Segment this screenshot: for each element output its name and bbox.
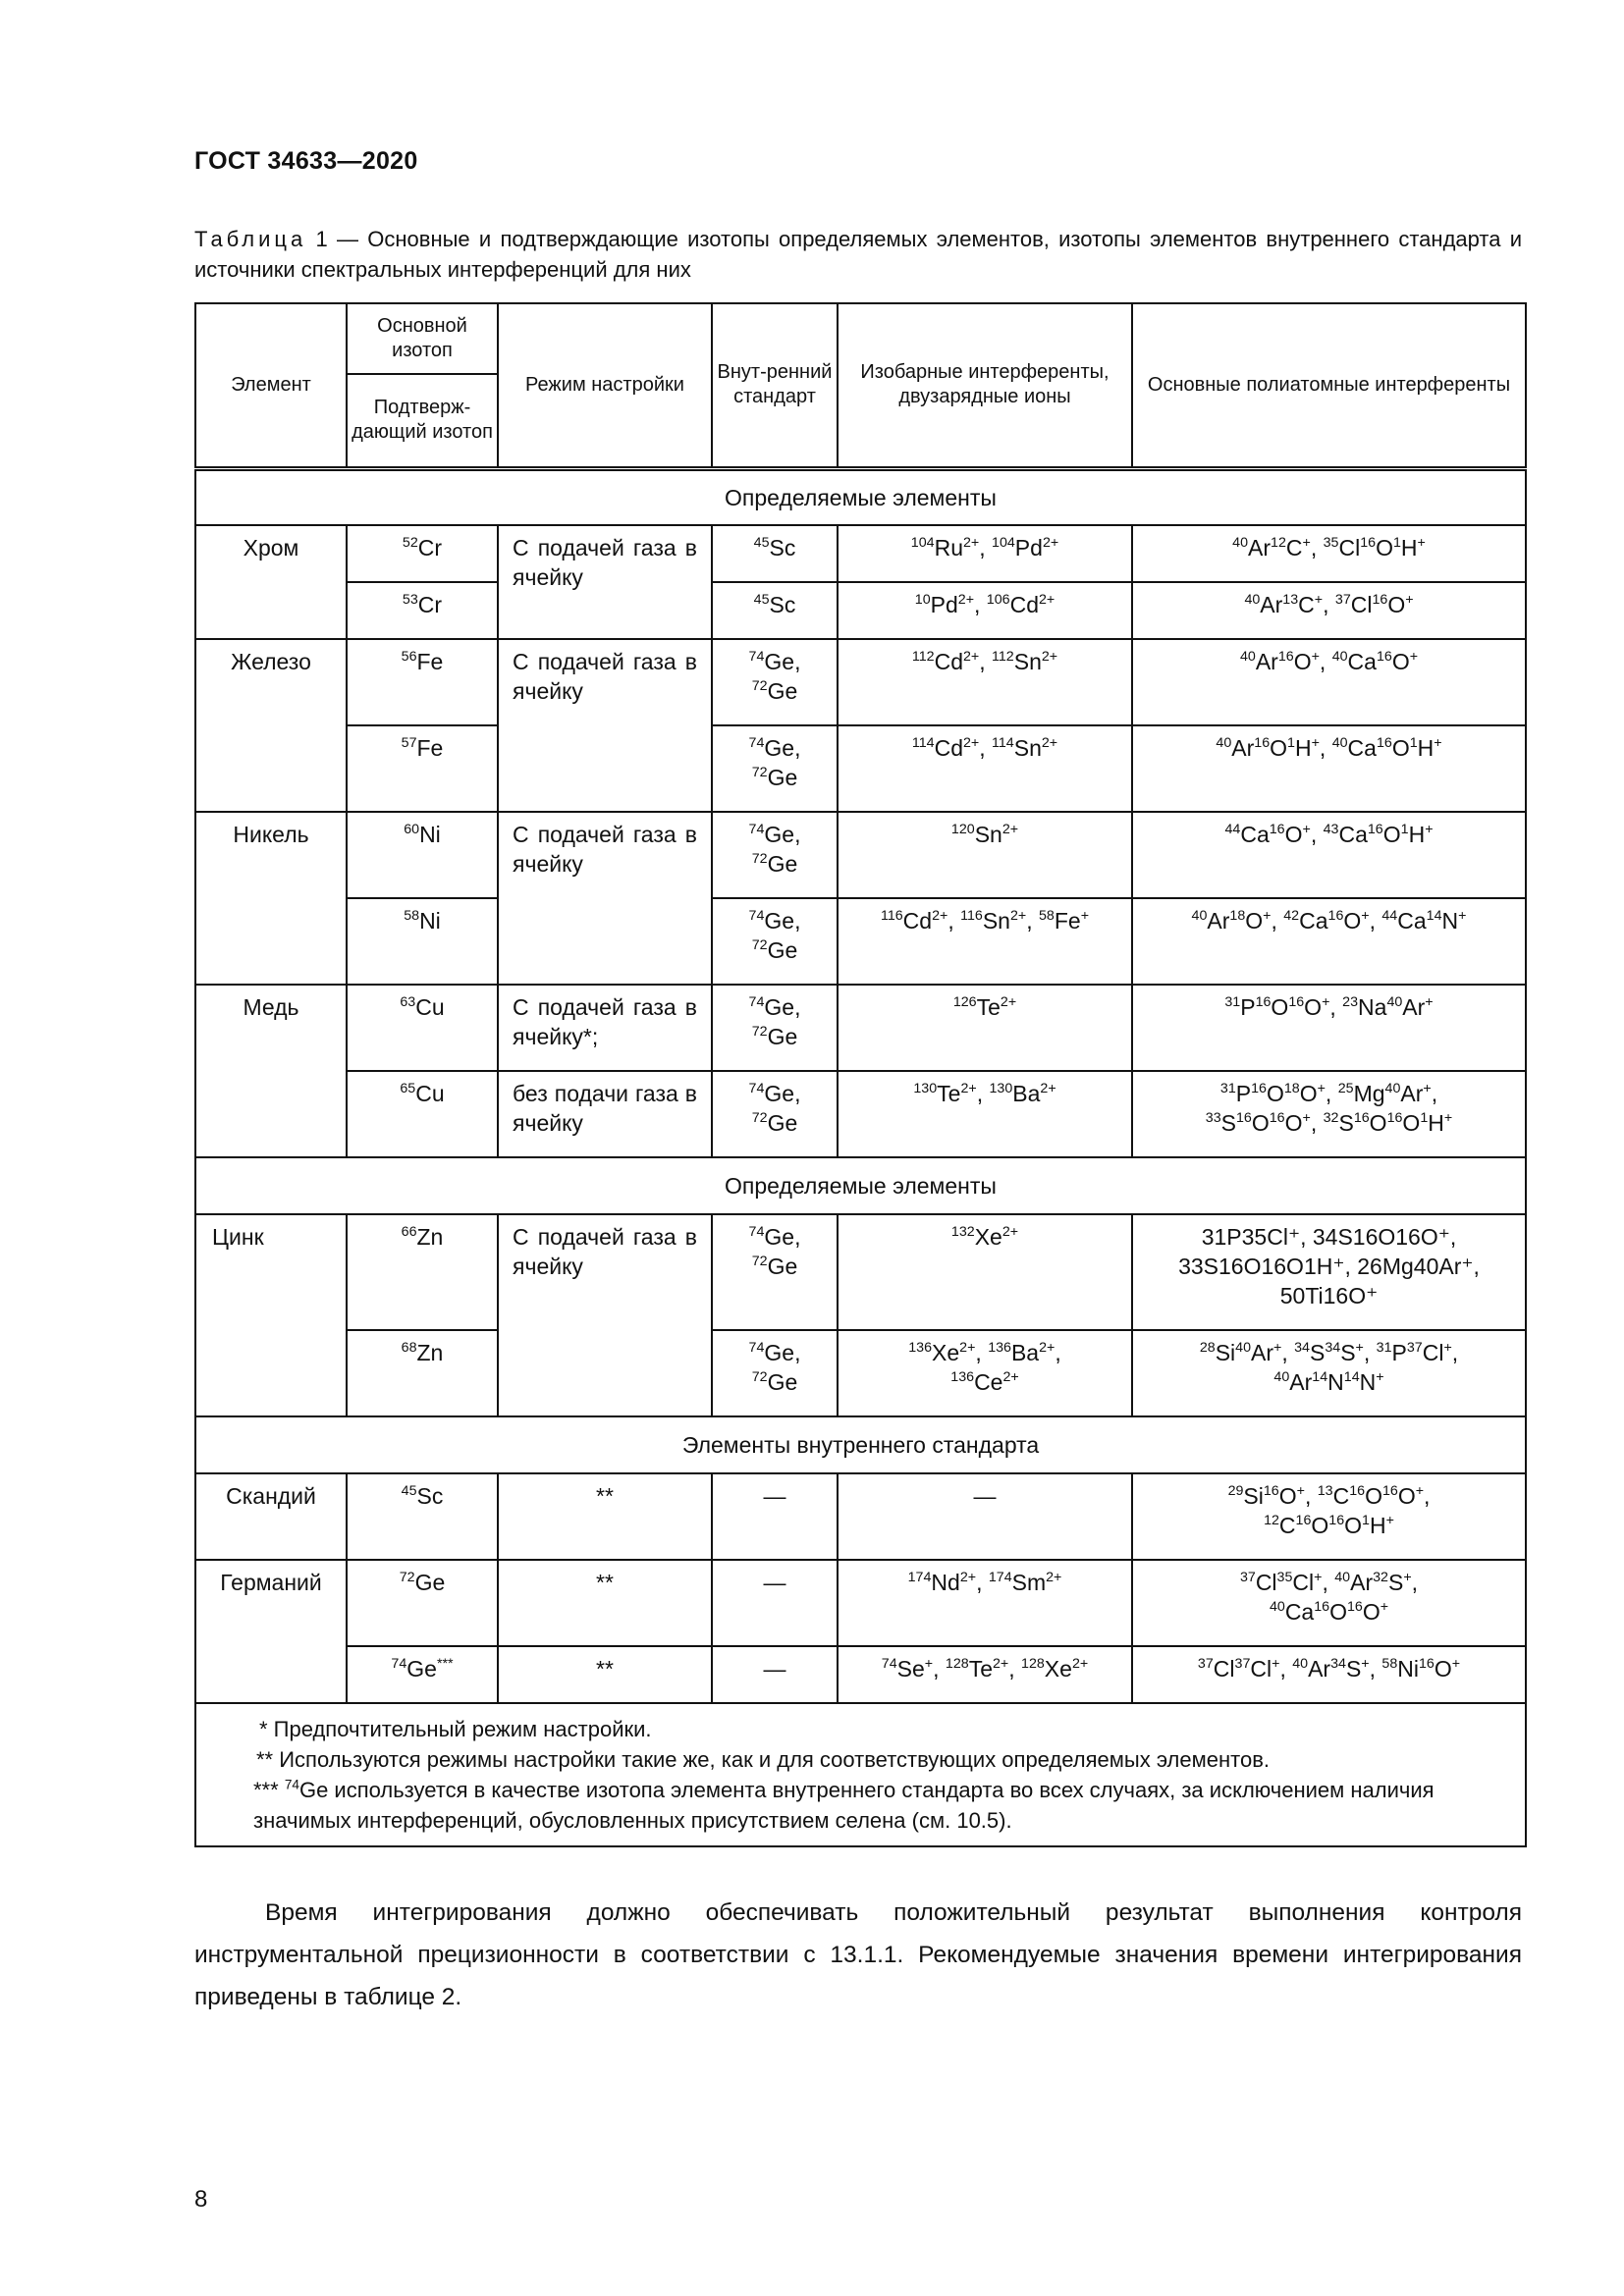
isotope-cell: $^{53}$Cr	[347, 582, 498, 639]
standard-cell: $^{45}$Sc	[712, 582, 838, 639]
element-name: Скандий	[195, 1473, 347, 1560]
standard-cell: $^{74}$Ge, $^{72}$Ge	[712, 812, 838, 898]
table-row	[195, 1560, 1526, 1646]
polyatomic-cell: $^{29}$Si$^{16}$O+, $^{13}C^{16}O^{16}O^+$, $^{12}C^{16}O^{16}O^1H^+$	[1132, 1473, 1526, 1560]
isotope-cell: $^{52}$Cr	[347, 525, 498, 582]
standard-cell: $^{74}$Ge, $^{72}$Ge	[712, 1330, 838, 1416]
mode-cell: **	[498, 1646, 712, 1703]
mode-cell: С подачей газа в ячейку*;	[498, 985, 712, 1071]
isobaric-cell: $^{104}Ru^{2+}$, $^{104}Pd^{2+}$	[838, 525, 1132, 582]
isotope-cell: $^{63}$Cu	[347, 985, 498, 1071]
section-title: Определяемые элементы	[195, 468, 1526, 525]
isotope-cell: $^{57}$Fe	[347, 725, 498, 812]
isobaric-cell: $^{136}Xe^{2+}$, $^{136}Ba^{2+}$, $^{136}Ce^{2+}$	[838, 1330, 1132, 1416]
isobaric-cell: $^{126}Te^{2+}$	[838, 985, 1132, 1071]
header-mode: Режим настройки	[498, 303, 712, 468]
standard-cell: $^{74}$Ge, $^{72}$Ge	[712, 985, 838, 1071]
element-name: Никель	[195, 812, 347, 985]
table-row	[195, 1071, 1526, 1157]
note-3: *** $^{74}$Ge используется в качестве изотопа элемента внутреннего стандарта во всех случаях, за исключением наличия значимых интерференций, обусловленных присутствием селена (см. 10.5).	[253, 1777, 1435, 1833]
element-name: Хром	[195, 525, 347, 639]
isotope-cell: $^{56}$Fe	[347, 639, 498, 725]
isobaric-cell: $^{74}$Se+, $^{128}Te^{2+}$, $^{128}Xe^{2+}$	[838, 1646, 1132, 1703]
standard-cell: —	[712, 1473, 838, 1560]
isobaric-cell: $^{114}Cd^{2+}$, $^{114}Sn^{2+}$	[838, 725, 1132, 812]
isotope-cell: $^{60}$Ni	[347, 812, 498, 898]
header-confirm-isotope: Подтверж-дающий изотоп	[347, 374, 498, 468]
mode-cell: **	[498, 1473, 712, 1560]
polyatomic-cell: $^{40}$Ar$^{13}$C+, $^{37}$Cl$^{16}$O+	[1132, 582, 1526, 639]
mode-cell: без подачи газа в ячейку	[498, 1071, 712, 1157]
header-element: Элемент	[195, 303, 347, 468]
polyatomic-line: 50Ti16O⁺	[1279, 1283, 1379, 1308]
table-row	[195, 985, 1526, 1071]
mode-cell: С подачей газа в ячейку	[498, 812, 712, 985]
element-name: Цинк	[195, 1214, 347, 1416]
table-row	[195, 1214, 1526, 1330]
note-2: ** Используются режимы настройки такие же, как и для соответствующих определяемых элементов.	[256, 1747, 1271, 1772]
element-name: Медь	[195, 985, 347, 1157]
isotope-cell: $^{74}$Ge***	[347, 1646, 498, 1703]
isotope-table	[194, 302, 1527, 1847]
polyatomic-cell: $^{40}$Ar$^{16}$O+, $^{40}$Ca$^{16}$O+	[1132, 639, 1526, 725]
polyatomic-cell: $^{44}$Ca$^{16}$O+, $^{43}Ca^{16}O^1H^+$	[1132, 812, 1526, 898]
header-internal-standard: Внут-ренний стандарт	[712, 303, 838, 468]
table-row	[195, 1646, 1526, 1703]
header-isobaric: Изобарные интерференты, двузарядные ионы	[838, 303, 1132, 468]
caption-label: Таблица	[194, 227, 307, 251]
table-row	[195, 898, 1526, 985]
isotope-cell: $^{45}$Sc	[347, 1473, 498, 1560]
isobaric-cell: $^{112}Cd^{2+}$, $^{112}Sn^{2+}$	[838, 639, 1132, 725]
polyatomic-cell: $^{40}$Ar$^{12}$C+, $^{35}Cl^{16}O^1H^+$	[1132, 525, 1526, 582]
polyatomic-cell: $^{40}Ar^{16}O^1H^+$, $^{40}Ca^{16}O^1H^+$	[1132, 725, 1526, 812]
caption-text: — Основные и подтверждающие изотопы определяемых элементов, изотопы элементов внутреннего стандарта и источники спектральных интерференций для них	[194, 227, 1522, 282]
standard-cell: —	[712, 1560, 838, 1646]
note-3-text: Ge используется в качестве изотопа элемента внутреннего стандарта во всех случаях, за исключением наличия значимых интерференций, обусловленных присутствием селена (см. 10.5).	[253, 1778, 1435, 1833]
standard-cell: $^{74}$Ge, $^{72}$Ge	[712, 1071, 838, 1157]
standard-cell: $^{45}$Sc	[712, 525, 838, 582]
mode-cell: С подачей газа в ячейку	[498, 639, 712, 812]
body-paragraph: Время интегрирования должно обеспечивать положительный результат выполнения контроля инструментальной прецизионности в соответствии с 13.1.1. Рекомендуемые значения времени интегрирования приведены в таблице 2.	[194, 1899, 1522, 2010]
polyatomic-cell: $^{37}$Cl$^{35}$Cl+, $^{40}$Ar$^{32}$S+, $^{40}Ca^{16}O^{16}O^+$	[1132, 1560, 1526, 1646]
standard-cell: —	[712, 1646, 838, 1703]
isotope-cell: $^{72}$Ge	[347, 1560, 498, 1646]
header-main-isotope: Основной изотоп	[347, 303, 498, 374]
isotope-cell: $^{65}$Cu	[347, 1071, 498, 1157]
standard-cell: $^{74}$Ge, $^{72}$Ge	[712, 898, 838, 985]
isobaric-cell: $^{116}Cd^{2+}$, $^{116}Sn^{2+}$, $^{58}$Fe+	[838, 898, 1132, 985]
isobaric-cell: $^{10}Pd^{2+}$, $^{106}Cd^{2+}$	[838, 582, 1132, 639]
note-1: * Предпочтительный режим настройки.	[259, 1717, 652, 1741]
standard-cell: $^{74}$Ge, $^{72}$Ge	[712, 639, 838, 725]
element-name: Германий	[195, 1560, 347, 1703]
polyatomic-cell: $^{37}$Cl$^{37}$Cl+, $^{40}$Ar$^{34}$S+, $^{58}$Ni$^{16}$O+	[1132, 1646, 1526, 1703]
isotope-cell: $^{66}$Zn	[347, 1214, 498, 1330]
document-code: ГОСТ 34633—2020	[194, 147, 418, 175]
mode-cell: С подачей газа в ячейку	[498, 525, 712, 639]
polyatomic-cell	[1132, 1214, 1526, 1330]
note-3-prefix: ***	[253, 1778, 279, 1802]
page-number: 8	[194, 2186, 208, 2213]
polyatomic-line: 33S16O16O1H⁺, 26Mg40Ar⁺,	[1178, 1254, 1480, 1279]
polyatomic-cell: $^{31}P^{16}O^{16}O^+$, $^{23}$Na$^{40}$Ar+	[1132, 985, 1526, 1071]
isobaric-cell: $^{174}Nd^{2+}$, $^{174}Sm^{2+}$	[838, 1560, 1132, 1646]
table-row	[195, 525, 1526, 582]
table-notes	[195, 1703, 1526, 1846]
table-row	[195, 1473, 1526, 1560]
polyatomic-cell: $^{40}$Ar$^{18}$O+, $^{42}$Ca$^{16}$O+, $^{44}$Ca$^{14}$N+	[1132, 898, 1526, 985]
isotope-cell: $^{68}$Zn	[347, 1330, 498, 1416]
isobaric-cell: $^{130}Te^{2+}$, $^{130}Ba^{2+}$	[838, 1071, 1132, 1157]
table-row	[195, 1330, 1526, 1416]
isobaric-cell: $^{132}Xe^{2+}$	[838, 1214, 1132, 1330]
element-name: Железо	[195, 639, 347, 812]
mode-cell: С подачей газа в ячейку	[498, 1214, 712, 1416]
standard-cell: $^{74}$Ge, $^{72}$Ge	[712, 1214, 838, 1330]
mode-cell: **	[498, 1560, 712, 1646]
polyatomic-cell: $^{31}P^{16}O^{18}O^+$, $^{25}$Mg$^{40}$Ar+, $^{33}S^{16}O^{16}O^+$, $^{32}S^{16}O^{16}O^1H^+$	[1132, 1071, 1526, 1157]
table-row	[195, 812, 1526, 898]
polyatomic-line: 31P35Cl⁺, 34S16O16O⁺,	[1201, 1224, 1457, 1250]
standard-cell: $^{74}$Ge, $^{72}$Ge	[712, 725, 838, 812]
table-row	[195, 639, 1526, 725]
isobaric-cell: $^{120}Sn^{2+}$	[838, 812, 1132, 898]
isobaric-cell: —	[838, 1473, 1132, 1560]
isotope-cell: $^{58}$Ni	[347, 898, 498, 985]
table-row	[195, 725, 1526, 812]
section-title: Определяемые элементы	[195, 1157, 1526, 1214]
polyatomic-cell: $^{28}$Si$^{40}$Ar+, $^{34}S^{34}S^+$, $^{31}P^{37}Cl^+$, $^{40}Ar^{14}N^{14}N^+$	[1132, 1330, 1526, 1416]
table-caption	[194, 224, 1522, 285]
section-title: Элементы внутреннего стандарта	[195, 1416, 1526, 1473]
header-polyatomic: Основные полиатомные интерференты	[1132, 303, 1526, 468]
table-row	[195, 582, 1526, 639]
caption-number: 1	[315, 227, 328, 251]
